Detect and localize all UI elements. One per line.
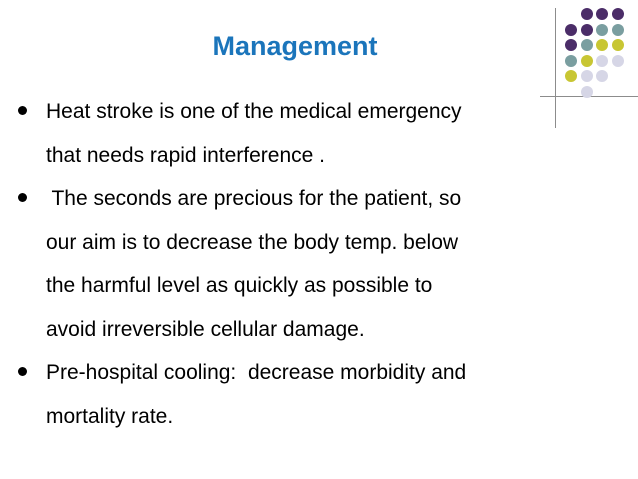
bullet-item [18,90,588,177]
bullet-item [18,351,588,438]
decorative-dot-icon [612,8,624,20]
decorative-dot-icon [612,24,624,36]
bullet-line: Heat stroke is one of the medical emergency [46,100,462,123]
bullet-item [18,177,588,351]
bullet-dot-icon [18,106,27,115]
decorative-dot-icon [596,8,608,20]
decorative-dot-icon [581,8,593,20]
bullet-line: our aim is to decrease the body temp. below [46,230,459,254]
bullet-line: avoid irreversible cellular damage. [46,317,365,341]
bullet-line: that needs rapid interference . [46,143,326,167]
bullet-list [18,90,588,438]
slide-title: Management [212,31,378,61]
bullet-line: the harmful level as quickly as possible to [46,274,433,297]
decorative-dot-icon [612,55,624,67]
decorative-dot-icon [565,70,577,82]
bullet-line: mortality rate. [46,404,174,428]
decorative-dot-icon [596,39,608,51]
decorative-dot-icon [596,24,608,36]
bullet-dot-icon [18,193,27,202]
decorative-dot-icon [596,70,608,82]
bullet-line: The seconds are precious for the patient, so [46,187,462,210]
bullet-dot-icon [18,367,27,376]
decorative-dot-icon [581,70,593,82]
decorative-dot-icon [596,55,608,67]
bullet-line: Pre-hospital cooling: decrease morbidity and [46,361,467,384]
decorative-dot-icon [612,39,624,51]
